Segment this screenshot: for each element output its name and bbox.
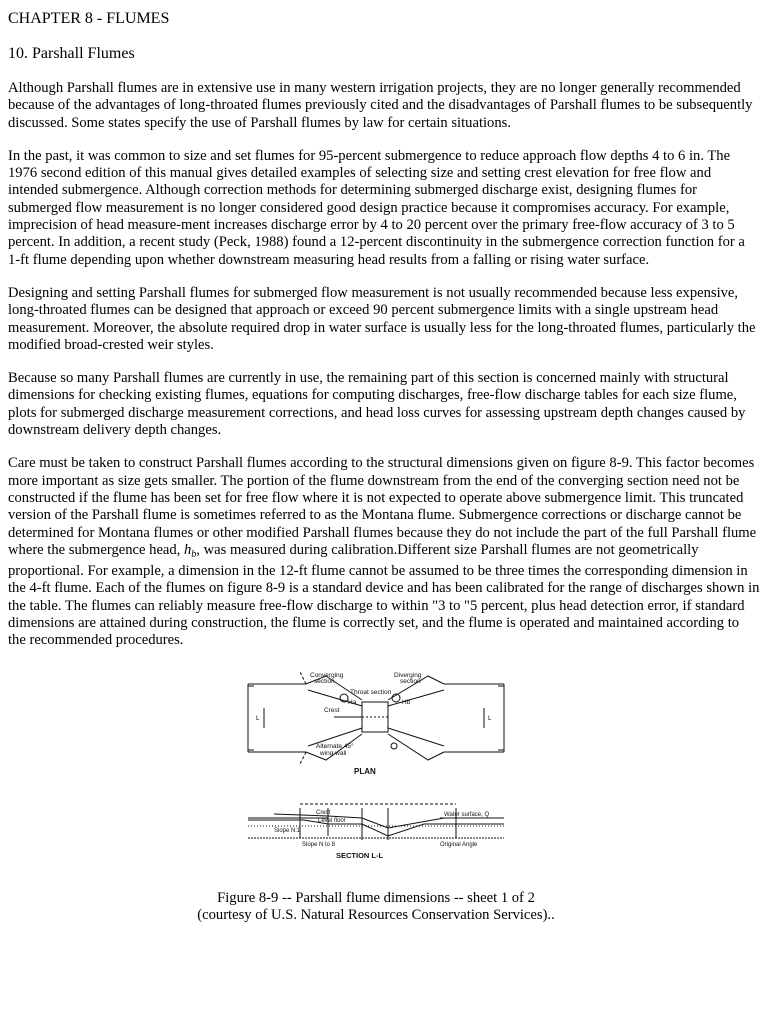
label-section-right: L — [488, 715, 492, 722]
document-page — [8, 0, 760, 650]
chapter-title: CHAPTER 8 - FLUMES — [8, 10, 170, 27]
label-diverging: Diverging — [394, 672, 422, 679]
parshall-flume-drawing — [244, 668, 508, 888]
paragraph-3: Designing and setting Parshall flumes for submerged flow measurement is not usually recommended because less expensive, long-throated flumes can be designed that approach or exceed 90 percent submergence limits with a single upstream head measurement. Moreover, the absolute required drop in water surface is usually less for the long-throated flumes, particularly the modified broad-crested weir styles. — [8, 284, 756, 353]
label-plan: PLAN — [354, 767, 376, 776]
label-section-l-l: SECTION L-L — [336, 851, 384, 860]
label-throat: Throat section — [350, 689, 392, 696]
label-diverging-section: section — [400, 678, 421, 685]
variable-h-subscript: b — [191, 548, 197, 560]
label-level-floor: Level floor — [318, 818, 346, 824]
label-ha: Ha — [348, 699, 357, 706]
label-slope: Slope N:1 — [274, 828, 301, 834]
label-converging-section: section — [314, 678, 335, 685]
label-section-left: L — [256, 715, 260, 722]
paragraph-5-part2: , was measured during calibration.Different size Parshall flumes are not geometrically proportional. For example, a dimension in the 12-ft flume cannot be assumed to be three times the corresponding dimension in the 4-ft flume. Each of the flumes on figure 8-9 is a standard device and has been calibrated for the range of discharges shown in the table. The flumes can reliably measure free-flow discharge to within "3 to "5 percent, plus head detection error, if standard dimensions are attained during construction, the flume is correctly set, and the flume is operated and maintained according to the recommended procedures. — [8, 541, 760, 649]
label-ground: Original Angle — [440, 842, 478, 848]
label-crest: Crest — [324, 707, 340, 714]
label-slope-line: Slope N to 8 — [302, 842, 336, 848]
label-water-surface: Water surface, Q — [444, 812, 490, 818]
label-converging: Converging — [310, 672, 344, 679]
figure-8-9 — [0, 668, 752, 924]
paragraph-5 — [8, 455, 760, 649]
label-section-crest: Crest — [316, 810, 331, 816]
label-wing-wall-2: wing wall — [320, 750, 347, 757]
paragraph-1: Although Parshall flumes are in extensive use in many western irrigation projects, they are no longer generally recommended because of the advantages of long-throated flumes previously cited and the disadvantages of Parshall flumes to be subsequently discussed. Some states specify the use of Parshall flumes by law for certain situations. — [8, 80, 753, 131]
section-title: 10. Parshall Flumes — [8, 45, 135, 62]
paragraph-5-part1: Care must be taken to construct Parshall flumes according to the structural dimensions given on figure 8-9. This factor becomes more important as size gets smaller. The portion of the flume downstream from the end of the converging section need not be constructed if the flume has been set for free flow where it is not expected to operate above submergence limit. This truncated version of the Parshall flume is sometimes referred to as the Montana flume. Submergence corrections or discharge cannot be determined for Montana flumes or other modified Parshall flumes because they do not include the part of the full Parshall flume where the submergence head, — [8, 455, 757, 558]
figure-caption-line-1: Figure 8-9 -- Parshall flume dimensions -- sheet 1 of 2 — [217, 890, 535, 906]
figure-caption-line-2: (courtesy of U.S. Natural Resources Conservation Services).. — [197, 907, 555, 923]
label-hb: Hb — [402, 699, 411, 706]
paragraph-4: Because so many Parshall flumes are currently in use, the remaining part of this section is concerned mainly with structural dimensions for checking existing flumes, equations for computing discharges, free-flow discharge tables for each size flume, plots for submerged discharge measurement corrections, and head loss curves for assessing upstream depth changes caused by downstream delivery depth changes. — [8, 370, 746, 439]
paragraph-2: In the past, it was common to size and set flumes for 95-percent submergence to reduce approach flow depths 4 to 6 in. The 1976 second edition of this manual gives detailed examples of selecting size and setting crest elevation for free flow and intended submergence. Although correction methods for determining submerged discharge exist, designing flumes for submerged flow measurement is no longer considered good design practice because it compromises accuracy. For example, imprecision of head measure-ment increases discharge error by 4 to 20 percent over the primary free-flow accuracy of 3 to 5 percent. In addition, a recent study (Peck, 1988) found a 12-percent discontinuity in the submergence correction function for a 1-ft flume depending upon whether downstream measuring head results from a falling or rising water surface. — [8, 147, 745, 268]
variable-h: h — [184, 541, 192, 558]
label-wing-wall: Alternate 45° — [316, 743, 354, 750]
